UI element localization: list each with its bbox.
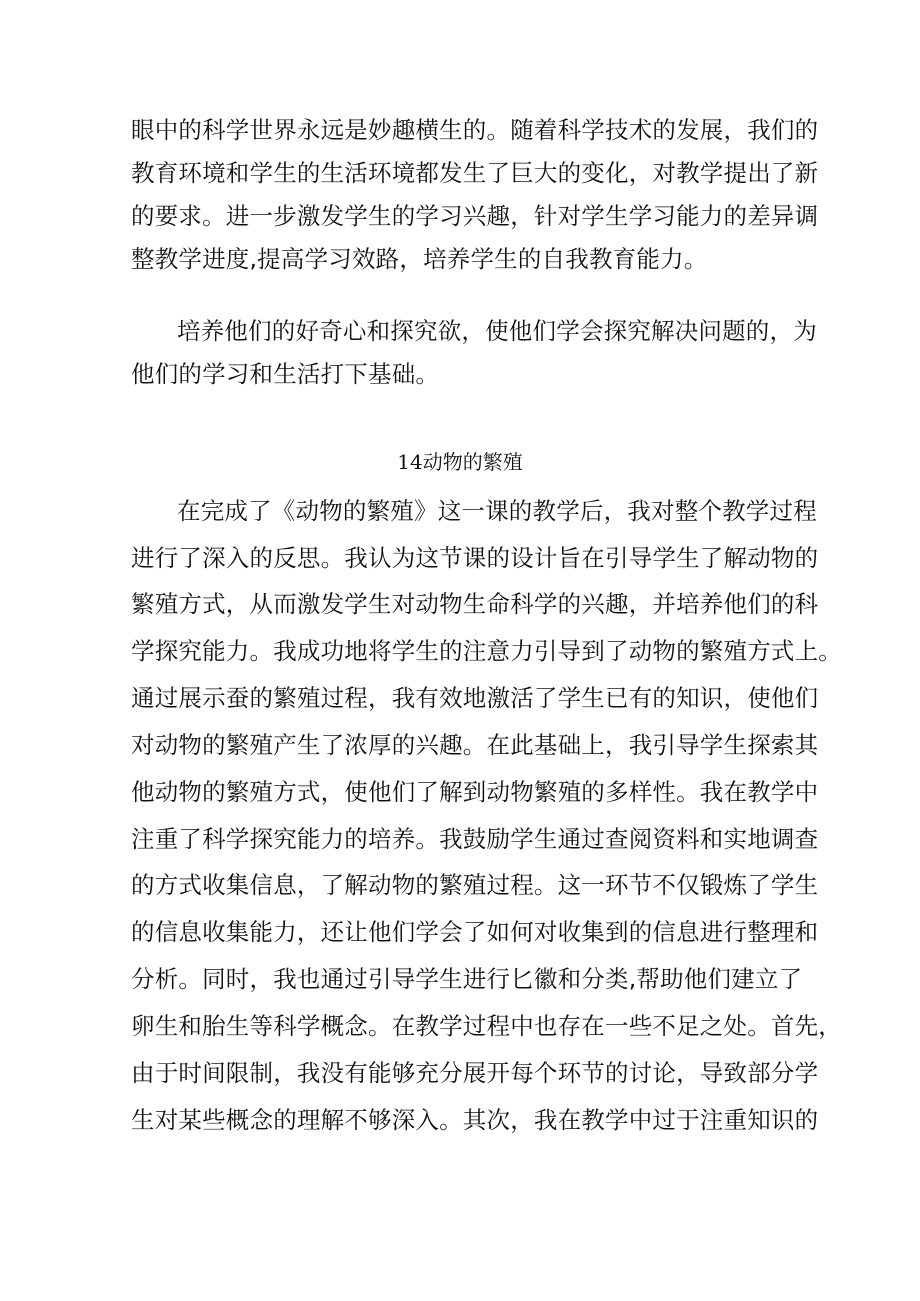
paragraph-2-line-2: 他们的学习和生活打下基础。 xyxy=(131,360,440,388)
paragraph-3-line-9: 的方式收集信息，了解动物的繁殖过程。这一环节不仅锻炼了学生 xyxy=(131,871,819,899)
paragraph-3-line-11: 分析。同时，我也通过引导学生进行匕徽和分类,帮助他们建立了 xyxy=(131,965,803,993)
paragraph-3-line-6: 对动物的繁殖产生了浓厚的兴趣。在此基础上，我引导学生探索其 xyxy=(131,731,819,759)
paragraph-1-line-4: 整教学进度,提高学习效路，培养学生的自我教育能力。 xyxy=(131,245,708,273)
paragraph-1-line-2: 教育环境和学生的生活环境都发生了巨大的变化，对教学提出了新 xyxy=(131,159,819,187)
paragraph-3-line-8: 注重了科学探究能力的培养。我鼓励学生通过查阅资料和实地调查 xyxy=(131,825,819,853)
paragraph-3-line-14: 生对某些概念的理解不够深入。其次，我在教学中过于注重知识的 xyxy=(131,1106,819,1134)
paragraph-3-line-2: 进行了深入的反思。我认为这节课的设计旨在引导学生了解动物的 xyxy=(131,544,819,572)
paragraph-3-line-4: 学探究能力。我成功地将学生的注意力引导到了动物的繁殖方式上。 xyxy=(131,637,842,665)
paragraph-3-line-3: 繁殖方式，从而激发学生对动物生命科学的兴趣，并培养他们的科 xyxy=(131,590,819,618)
paragraph-3-line-12: 卵生和胎生等科学概念。在教学过程中也存在一些不足之处。首先， xyxy=(131,1012,842,1040)
paragraph-3-line-13: 由于时间限制，我没有能够充分展开每个环节的讨论，导致部分学 xyxy=(131,1059,819,1087)
paragraph-1-line-3: 的要求。进一步激发学生的学习兴趣，针对学生学习能力的差异调 xyxy=(131,202,819,230)
paragraph-3-line-1: 在完成了《动物的繁殖》这一课的教学后，我对整个教学过程 xyxy=(177,497,817,525)
paragraph-3-line-10: 的信息收集能力，还让他们学会了如何对收集到的信息进行整理和 xyxy=(131,918,819,946)
paragraph-3-line-7: 他动物的繁殖方式，使他们了解到动物繁殖的多样性。我在教学中 xyxy=(131,778,819,806)
section-title: 14动物的繁殖 xyxy=(397,450,523,474)
paragraph-2-line-1: 培养他们的好奇心和探究欲，使他们学会探究解决问题的，为 xyxy=(177,317,817,345)
paragraph-1-line-1: 眼中的科学世界永远是妙趣横生的。随着科学技术的发展，我们的 xyxy=(131,116,819,144)
paragraph-3-line-5: 通过展示蚕的繁殖过程，我有效地激活了学生已有的知识，使他们 xyxy=(131,684,819,712)
